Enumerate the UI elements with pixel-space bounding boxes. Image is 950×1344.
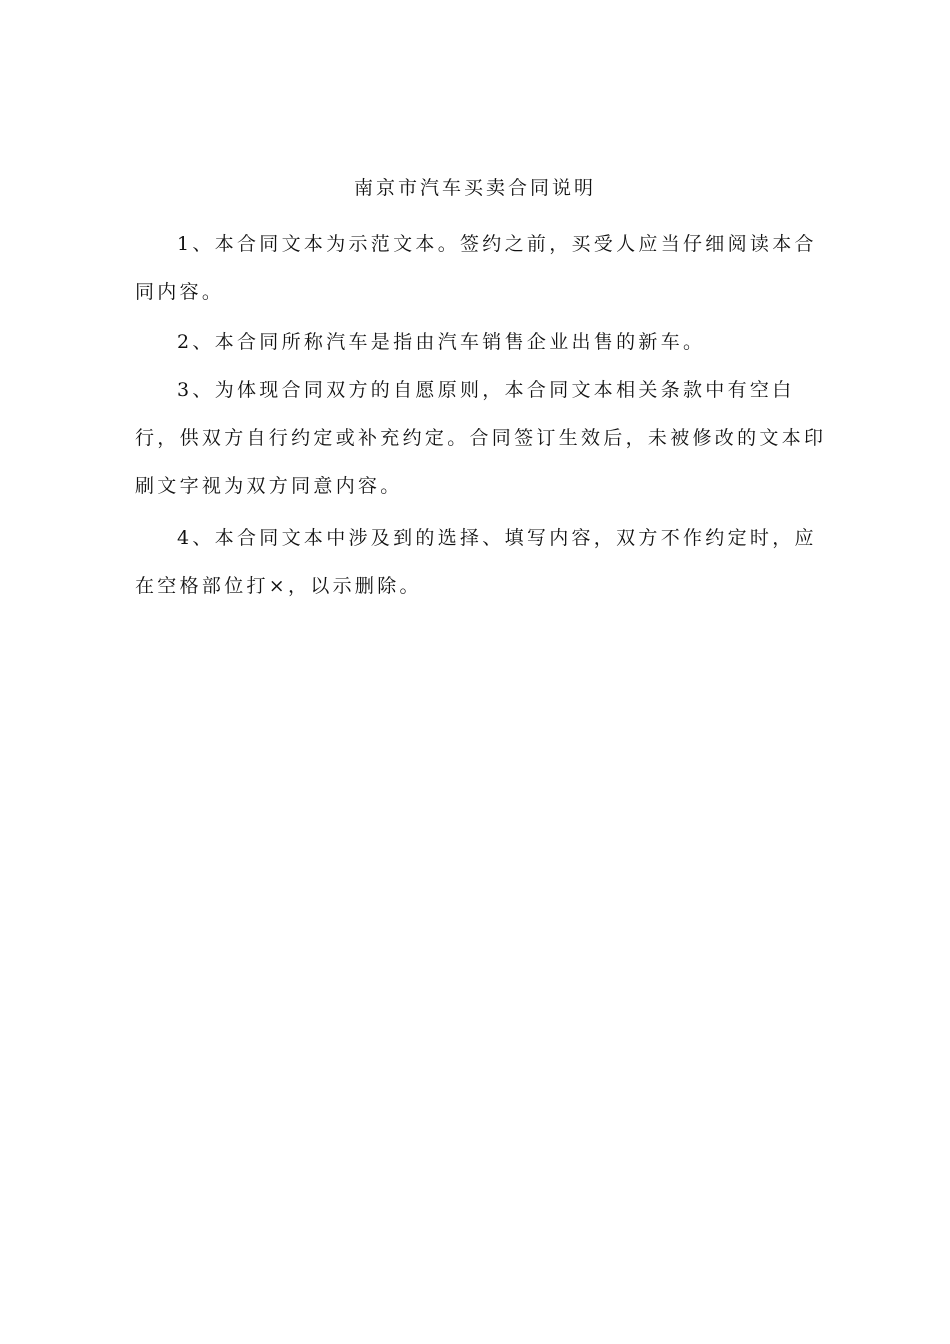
paragraph-4: 4、本合同文本中涉及到的选择、填写内容，双方不作约定时，应在空格部位打×，以示删除。 [135, 527, 817, 597]
paragraph-1: 1、本合同文本为示范文本。签约之前，买受人应当仔细阅读本合同内容。 [135, 233, 817, 303]
document-title: 南京市汽车买卖合同说明 [353, 177, 596, 199]
paragraph-3: 3、为体现合同双方的自愿原则，本合同文本相关条款中有空白行，供双方自行约定或补充约定。合同签订生效后，未被修改的文本印刷文字视为双方同意内容。 [135, 379, 827, 497]
paragraph-2: 2、本合同所称汽车是指由汽车销售企业出售的新车。 [177, 331, 706, 353]
